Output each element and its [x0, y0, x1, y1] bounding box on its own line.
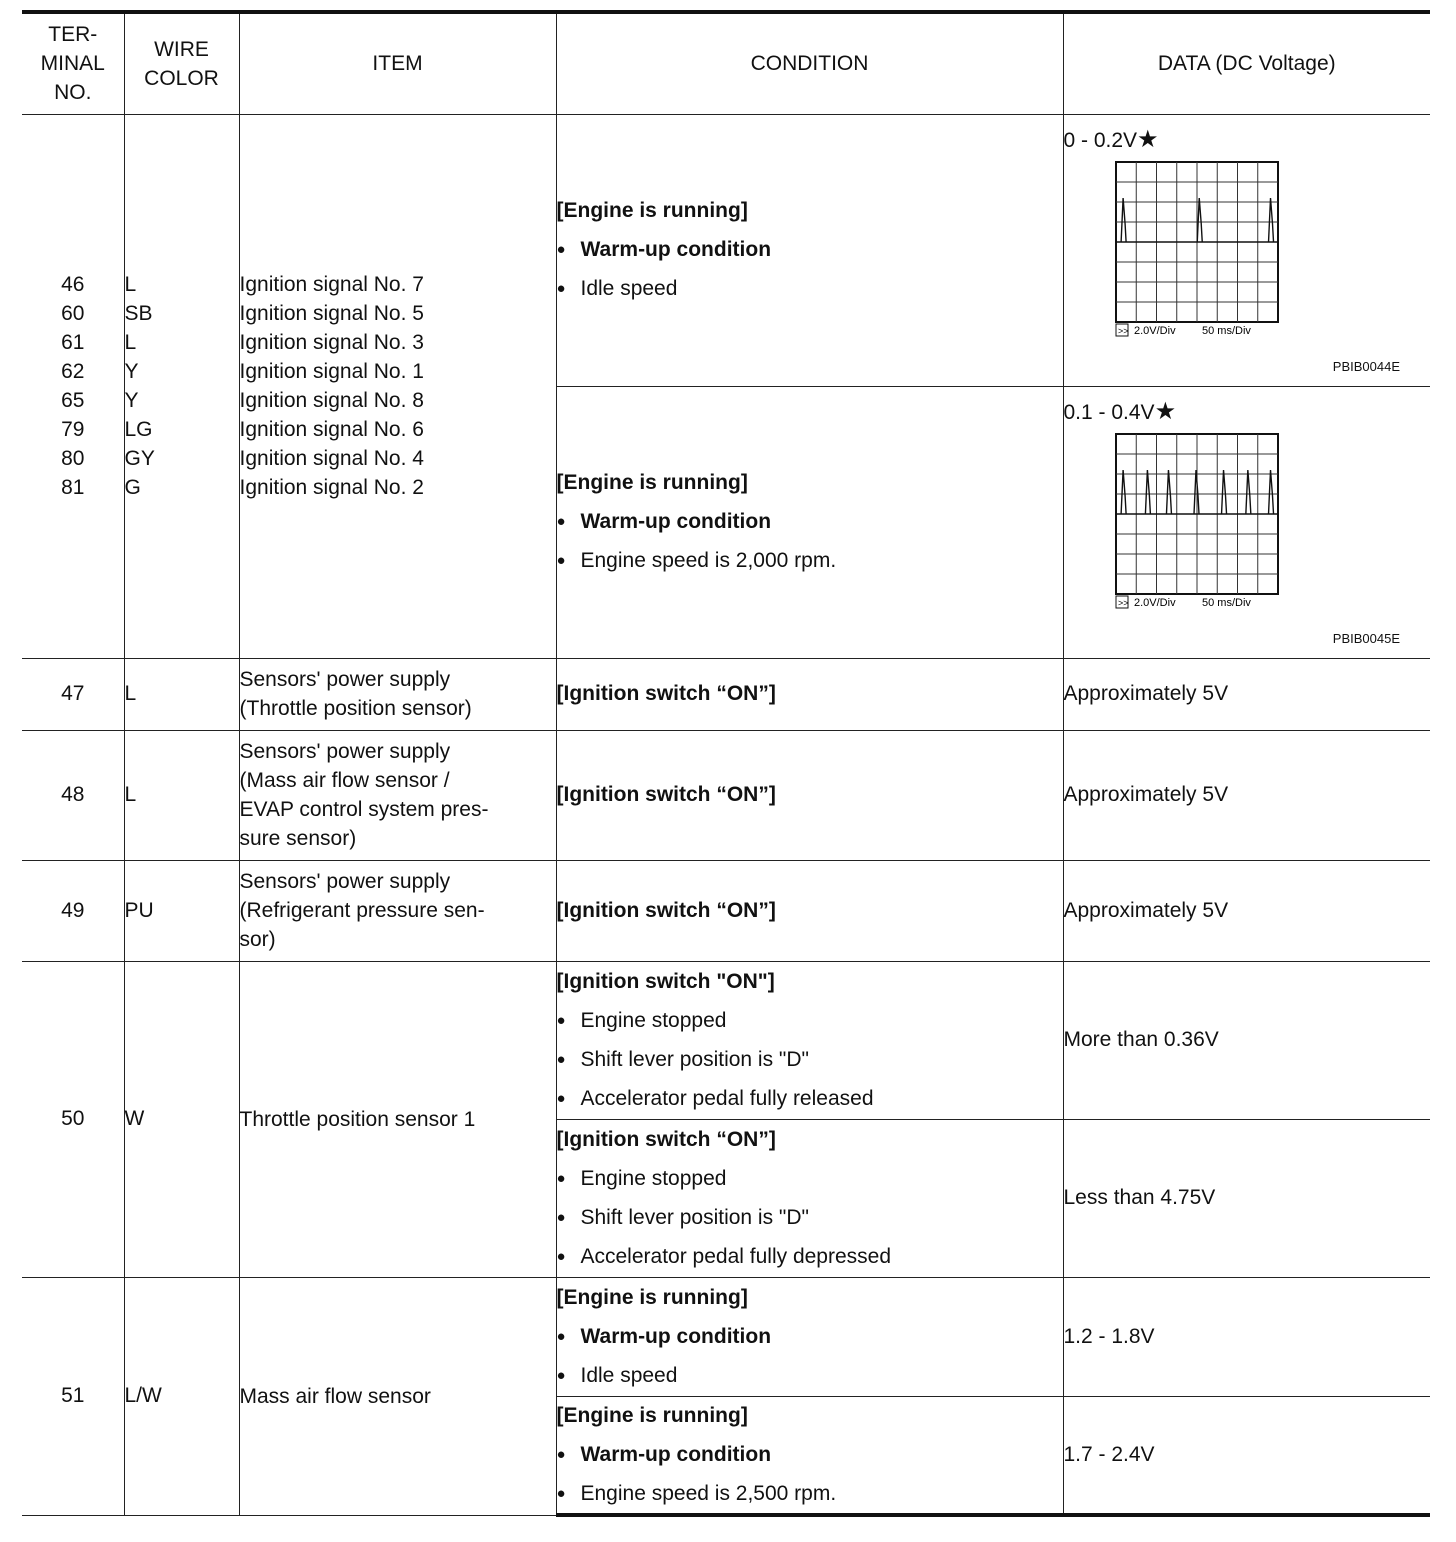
- scope-pulse: [1221, 470, 1226, 514]
- condition-text: [Ignition switch “ON”]: [556, 658, 1063, 730]
- ignition-2000rpm-condition: [Engine is running] ● Warm-up condition ● Engine speed is 2,000 rpm.: [556, 386, 1063, 658]
- scope-pulse: [1121, 470, 1126, 514]
- data-value: 1.2 - 1.8V: [1063, 1277, 1430, 1396]
- condition-text: [Engine is running] ● Warm-up condition ● Idle speed: [556, 1277, 1063, 1396]
- header-row: [22, 12, 1430, 114]
- ignition-2000rpm-data: [1063, 386, 1430, 658]
- ecm-terminal-table: [22, 10, 1430, 1517]
- star-icon: ★: [1137, 125, 1159, 153]
- condition-text: [Engine is running] ● Warm-up condition ● Engine speed is 2,500 rpm.: [556, 1396, 1063, 1515]
- table-row-47: [22, 658, 1430, 730]
- data-value: 1.7 - 2.4V: [1063, 1396, 1430, 1515]
- star-icon: ★: [1154, 397, 1177, 425]
- header-condition: CONDITION: [556, 12, 1063, 114]
- scope-pulse: [1197, 198, 1202, 242]
- table-row-49: [22, 860, 1430, 961]
- item-text: Mass air flow sensor: [239, 1277, 556, 1515]
- ignition-terminal-list: 46 60 61 62 65 79 80 81: [22, 114, 124, 658]
- wire-color: W: [124, 961, 239, 1277]
- oscilloscope-waveform-idle: [1114, 160, 1280, 342]
- item-text: Sensors' power supply (Refrigerant pressure sen- sor): [239, 860, 556, 961]
- scope-volt-scale: 2.0V/Div: [1133, 324, 1176, 337]
- condition-text: [Ignition switch “ON”] ● Engine stopped ● Shift lever position is "D" ● Accelerator pedal fully depressed: [556, 1119, 1063, 1277]
- scope-pulse: [1166, 470, 1171, 514]
- wire-color: L: [124, 730, 239, 860]
- data-value: Less than 4.75V: [1063, 1119, 1430, 1277]
- ignition-idle-voltage: 0 - 0.2V: [1063, 128, 1138, 152]
- scope-pulse: [1121, 198, 1126, 242]
- ignition-item-list: Ignition signal No. 7 Ignition signal No. 5 Ignition signal No. 3 Ignition signal No. 1 Ignition signal No. 8 Ignition signal No. 6 Ignition signal No. 4 Ignition signal No. 2: [239, 114, 556, 658]
- header-terminal-no: TER- MINAL NO.: [22, 12, 124, 114]
- table-row-ignition-idle: [22, 114, 1430, 386]
- item-text: Throttle position sensor 1: [239, 961, 556, 1277]
- header-data: DATA (DC Voltage): [1063, 12, 1430, 114]
- scope-pulse: [1245, 470, 1250, 514]
- figure-code: PBIB0045E: [1332, 630, 1400, 646]
- condition-text: [Ignition switch “ON”]: [556, 860, 1063, 961]
- scope-marker-glyph: >>: [1117, 597, 1129, 608]
- ignition-wire-list: L SB L Y Y LG GY G: [124, 114, 239, 658]
- figure-code: PBIB0044E: [1332, 358, 1400, 374]
- data-value: More than 0.36V: [1063, 961, 1430, 1119]
- ignition-idle-condition: [Engine is running] ● Warm-up condition ● Idle speed: [556, 114, 1063, 386]
- table-row-50-released: [22, 961, 1430, 1119]
- item-text: Sensors' power supply (Mass air flow sensor / EVAP control system pres- sure sensor): [239, 730, 556, 860]
- condition-text: [Ignition switch "ON"] ● Engine stopped ● Shift lever position is "D" ● Accelerator pedal fully released: [556, 961, 1063, 1119]
- data-value: Approximately 5V: [1063, 730, 1430, 860]
- wire-color: L: [124, 658, 239, 730]
- oscilloscope-waveform-2000rpm: [1114, 432, 1280, 614]
- terminal-no: 48: [22, 730, 124, 860]
- wire-color: PU: [124, 860, 239, 961]
- scope-marker-glyph: >>: [1117, 325, 1129, 336]
- scope-time-scale: 50 ms/Div: [1201, 324, 1251, 337]
- table-row-51-idle: [22, 1277, 1430, 1396]
- scope-pulse: [1145, 470, 1150, 514]
- scope-time-scale: 50 ms/Div: [1201, 596, 1251, 609]
- header-wire-color: WIRE COLOR: [124, 12, 239, 114]
- table-row-48: [22, 730, 1430, 860]
- terminal-no: 50: [22, 961, 124, 1277]
- data-value: Approximately 5V: [1063, 860, 1430, 961]
- scope-pulse: [1268, 198, 1273, 242]
- data-value: Approximately 5V: [1063, 658, 1430, 730]
- wire-color: L/W: [124, 1277, 239, 1515]
- terminal-no: 49: [22, 860, 124, 961]
- header-item: ITEM: [239, 12, 556, 114]
- item-text: Sensors' power supply (Throttle position sensor): [239, 658, 556, 730]
- scope-pulse: [1268, 470, 1273, 514]
- condition-text: [Ignition switch “ON”]: [556, 730, 1063, 860]
- ignition-2000rpm-voltage: 0.1 - 0.4V: [1063, 400, 1155, 424]
- scope-volt-scale: 2.0V/Div: [1133, 596, 1176, 609]
- terminal-no: 51: [22, 1277, 124, 1515]
- terminal-no: 47: [22, 658, 124, 730]
- ignition-idle-data: [1063, 114, 1430, 386]
